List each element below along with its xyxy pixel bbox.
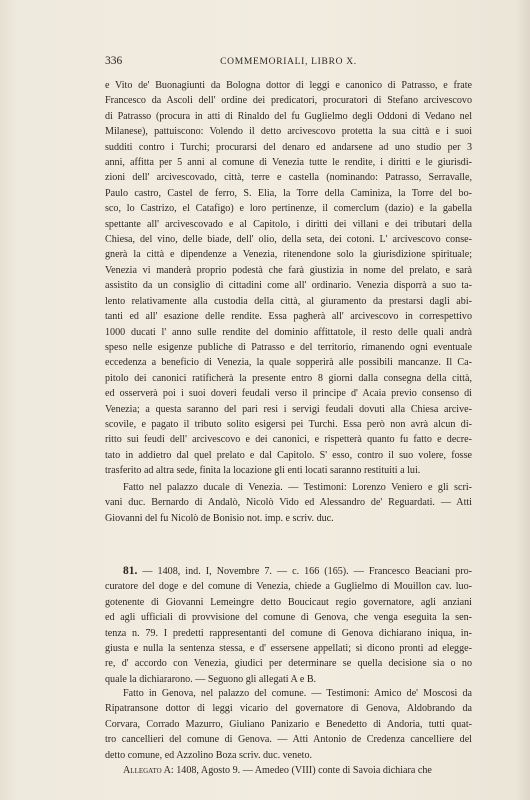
text-line: e Vito de' Buonagiunti da Bologna dottor di leggi e canonico di Patrasso, e frate (105, 80, 472, 91)
text-line: ed agli ufficiali di provvisione del comune di Genova, che venga eseguita la sen- (105, 612, 472, 624)
text-line: ed osserverà poi i suoi doveri feudali verso il principe d' Acaia previo consenso di (105, 388, 472, 400)
text-line: scovile, e pagato il tributo solito esigersi pei Turchi. Essa però non avrà alcun di- (105, 418, 472, 430)
text-line: ritto sui feudi dell' arcivescovo e dei canonici, e rispetterà quanto fu fatto e decre- (105, 434, 472, 446)
text-line: zioni dell' arcivescovado, città, terre e castella (nominando: Patrasso, Serravalle, (105, 172, 472, 184)
entry-81-first-line (105, 564, 472, 579)
text-line: sudditi contro i Turchi; procurarsi del denaro ed andarsene ad uno studio per 3 (105, 141, 472, 153)
paragraph-act-text (105, 78, 472, 479)
allegato-line (105, 763, 472, 778)
text-line: anni, affitta per 5 anni al comune di Venezia tutte le rendite, i diritti e le giurisdi- (105, 157, 472, 169)
entry-number: 81. (123, 565, 138, 577)
text-line: Ripatransone dottor di leggi vicario del governatore di Genova, Aldobrando da (105, 703, 472, 715)
text-line: Chiesa, del vino, delle biade, dell' olio, della seta, dei cotoni. L' arcivescovo conse- (105, 234, 472, 246)
text-line: gnerà la città e dipendenze a Venezia, ritenendone solo la giurisdizione spirituale; (105, 249, 472, 261)
text-line: di Patrasso (procura in atti di Rinaldo del fu Guglielmo degli Oddoni di Vedano nel (105, 110, 472, 122)
allegato-label: Allegato (123, 765, 162, 776)
paragraph-signing (105, 480, 472, 526)
allegato-text: Allegato A: 1408, Agosto 9. — Amedeo (VIII) conte di Savoia dichiara che (123, 765, 432, 776)
text-line: assistito da un consiglio di cittadini come all' ordinario. Venezia disporrà a suo ta- (105, 280, 472, 292)
entry-81-heading: — 1408, ind. I, Novembre 7. — c. 166 (165). — Francesco Beaciani pro- (137, 566, 472, 577)
text-line: Venezia vi manderà proprio podestà che farà giustizia in nome del prelato, e sarà (105, 264, 472, 276)
text-line: Milanese), pattuiscono: Volendo il detto arcivescovo protetta la sua città e i suoi (105, 126, 472, 138)
text-line: eccedenza a beneficio di Venezia, la quale sopperirà alle possibili mancanze. Il Ca- (105, 357, 472, 369)
text-line: gotenente di Giovanni Lemeingre detto Boucicaut regio governatore, agli anziani (105, 596, 472, 608)
text-line: Fatto nel palazzo ducale di Venezia. — Testimoni: Lorenzo Veniero e gli scri- (123, 482, 472, 493)
text-line: re, d' accordo con Venezia, giudici per determinare se quella decisione sia o no (105, 658, 472, 670)
entry-81-body (105, 579, 472, 687)
text-line: tenza n. 79. I predetti rappresentanti del comune di Genova dichiarano iniqua, in- (105, 627, 472, 639)
text-line: tato in addietro dal quel prelato e dal Capitolo. S' esso, contro il suo volere, fosse (105, 449, 472, 461)
text-line: Fatto in Genova, nel palazzo del comune. — Testimoni: Amico de' Moscosi da (123, 688, 472, 699)
text-line: trasferito ad altra sede, finita la locazione gli enti locati saranno restituiti a lui. (105, 465, 421, 477)
text-line: giusta e nulla la sentenza stessa, e d' essersene appellati; si dicono pronti ad elegge- (105, 643, 472, 655)
page-header (105, 54, 472, 68)
text-line: tanti ed all' esazione delle rendite. Essa pagherà all' arcivescovo in correspettivo (105, 311, 472, 323)
text-line: sco, lo Castrizo, el Catafigo) e loro pertinenze, il comerclum (dazio) e la gabella (105, 203, 472, 215)
text-line: lento relativamente alla custodia della città, al giuramento da prestarsi dagli abi- (105, 295, 472, 307)
text-line: Venezia; a questa saranno del pari resi i servigi feudali dovuti alla Chiesa arcive- (105, 403, 472, 415)
page-edge-shadow (516, 0, 530, 800)
text-line: Giovanni del fu Nicolò de Bonisio not. imp. e scriv. duc. (105, 512, 334, 524)
entry-81 (105, 564, 472, 687)
text-line: Paulo castro, Castel de ferro, S. Elia, la Torre della Caminiza, la Torre del bo- (105, 187, 472, 199)
text-line: speso nelle esigenze publiche di Patrasso e del territorio, rimanendo ogni eventuale (105, 341, 472, 353)
text-line: quale la dichiararono. — Seguono gli allegati A e B. (105, 673, 317, 685)
text-line: curatore del doge e del comune di Venezia, chiede a Guglielmo di Mouillon cav. luo- (105, 581, 472, 593)
text-line: Francesco da Ascoli dell' ordine dei predicatori, procuratori di Stefano arcivescovo (105, 95, 472, 107)
text-line: Corvara, Corrado Mazurro, Giuliano Panizario e Benedetto di Andoria, tutti quat- (105, 718, 472, 730)
text-line: detto comune, ed Azzolino Boza scriv. duc. veneto. (105, 749, 313, 761)
paragraph-witnesses (105, 686, 472, 763)
text-line: spettante all' arcivescovado e al Capitolo, i diritti dei villani e dei tributari della (105, 218, 472, 230)
text-line: 1000 ducati l' anno sulle rendite del dominio affittatole, il resto delle quali andrà (105, 326, 472, 338)
text-line: vani duc. Bernardo di Andalò, Nicolò Vido ed Alessandro de' Reguardati. — Atti (105, 497, 472, 509)
text-line: tro cancellieri del comune di Genova. — Atti Antonio de Credenza cancelliere del (105, 734, 472, 746)
running-title: COMMEMORIALI, LIBRO X. (220, 57, 357, 67)
page-number: 336 (105, 55, 123, 67)
text-line: pitolo dei canonici ratificherà la presente entro 8 giorni dalla consegna della città, (105, 372, 472, 384)
